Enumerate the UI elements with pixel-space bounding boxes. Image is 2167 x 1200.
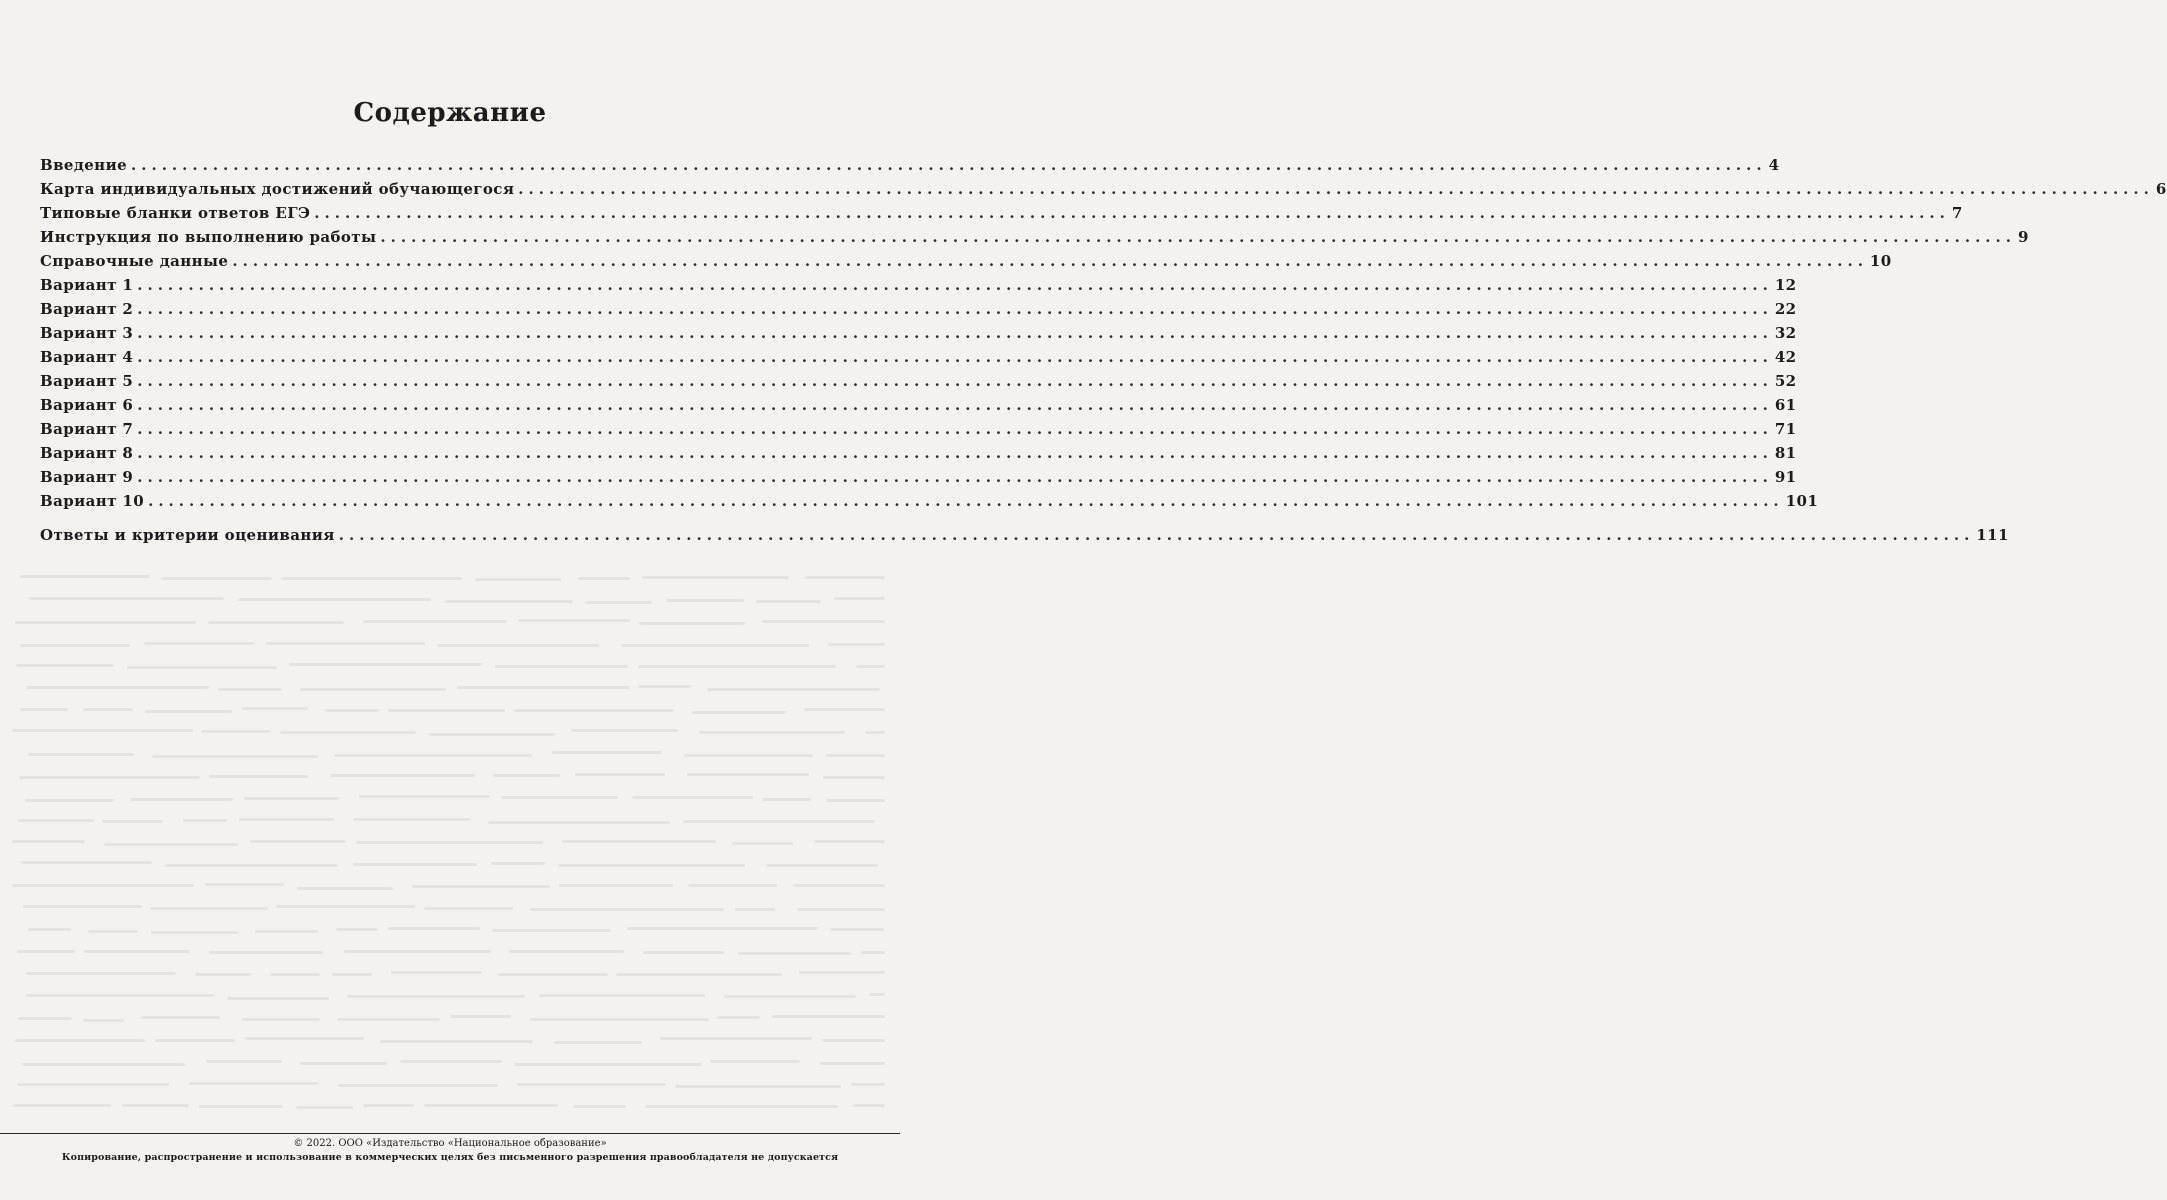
show-through-stroke	[380, 1040, 533, 1043]
show-through-stroke	[13, 1104, 111, 1107]
page-title: Содержание	[353, 98, 547, 128]
show-through-stroke	[28, 928, 71, 931]
show-through-stroke	[141, 1016, 221, 1019]
toc-entry-label: Вариант 2	[40, 300, 134, 318]
show-through-stroke	[820, 1062, 885, 1065]
show-through-stroke	[573, 1105, 626, 1108]
show-through-stroke	[400, 1060, 502, 1063]
toc-entry-page: 12	[1774, 276, 1797, 294]
show-through-stroke	[856, 665, 885, 668]
show-through-stroke	[28, 753, 135, 756]
show-through-stroke	[388, 709, 504, 712]
show-through-stroke	[155, 1039, 236, 1042]
toc-entry-page: 101	[1785, 492, 1819, 510]
toc-entry	[40, 156, 1780, 180]
show-through-stroke	[632, 796, 754, 799]
show-through-stroke	[826, 754, 885, 757]
show-through-stroke	[21, 861, 152, 864]
show-through-stroke	[23, 905, 142, 908]
show-through-stroke	[238, 598, 431, 601]
show-through-stroke	[266, 642, 425, 645]
show-through-stroke	[822, 1039, 885, 1042]
show-through-stroke	[692, 711, 786, 714]
show-through-stroke	[717, 1016, 760, 1019]
show-through-stroke	[660, 1037, 813, 1040]
show-through-stroke	[638, 665, 836, 668]
toc-entry-page: 32	[1774, 324, 1797, 342]
toc-entry-page: 52	[1774, 372, 1797, 390]
show-through-stroke	[244, 797, 339, 800]
toc-entry-page: 61	[1774, 396, 1797, 414]
show-through-stroke	[25, 799, 114, 802]
toc-entry	[40, 180, 2167, 204]
show-through-stroke	[865, 731, 885, 734]
show-through-stroke	[457, 686, 630, 689]
show-through-stroke	[497, 973, 608, 976]
show-through-stroke	[666, 599, 743, 602]
toc-entry	[40, 468, 1797, 492]
toc-entry	[40, 252, 1892, 276]
show-through-stroke	[150, 907, 268, 910]
show-through-stroke	[828, 643, 885, 646]
show-through-stroke	[16, 664, 113, 667]
toc-entry-label: Вариант 5	[40, 372, 134, 390]
show-through-stroke	[195, 973, 252, 976]
show-through-stroke	[145, 710, 232, 713]
show-through-stroke	[869, 993, 885, 996]
show-through-stroke	[756, 600, 821, 603]
show-through-stroke	[26, 972, 177, 975]
toc-entry-page: 71	[1774, 420, 1797, 438]
show-through-stroke	[562, 840, 715, 843]
show-through-stroke	[208, 621, 344, 624]
show-through-stroke	[683, 820, 874, 823]
show-through-stroke	[206, 1060, 283, 1063]
show-through-stroke	[218, 688, 283, 691]
toc-entry-label: Вариант 9	[40, 468, 134, 486]
show-through-stroke	[26, 994, 215, 997]
show-through-stroke	[12, 729, 193, 732]
show-through-stroke	[84, 950, 190, 953]
show-through-stroke	[144, 642, 254, 645]
show-through-stroke	[337, 1018, 440, 1021]
toc-entry-label: Вариант 10	[40, 492, 145, 510]
show-through-stroke	[205, 883, 284, 886]
toc-entry-page: 9	[2017, 228, 2029, 246]
toc-leader-dots: ................................................................................................................................................................	[137, 372, 1773, 390]
show-through-stroke	[12, 884, 194, 887]
show-through-stroke	[530, 1018, 709, 1021]
toc-entry	[40, 300, 1797, 324]
show-through-stroke	[356, 841, 543, 844]
show-through-stroke	[793, 884, 885, 887]
show-through-stroke	[724, 995, 856, 998]
show-through-stroke	[276, 905, 415, 908]
show-through-stroke	[645, 1105, 838, 1108]
show-through-stroke	[772, 1015, 885, 1018]
toc-entry-page: 7	[1951, 204, 1963, 222]
show-through-stroke	[732, 842, 793, 845]
show-through-stroke	[334, 754, 532, 757]
show-through-stroke	[250, 840, 346, 843]
show-through-stroke	[823, 776, 885, 779]
show-through-stroke	[518, 619, 630, 622]
show-through-stroke	[804, 708, 885, 711]
show-through-stroke	[300, 688, 446, 691]
show-through-stroke	[391, 971, 482, 974]
show-through-stroke	[280, 731, 416, 734]
show-through-stroke	[130, 798, 233, 801]
show-through-stroke	[688, 884, 777, 887]
show-through-stroke	[738, 952, 852, 955]
toc-entry-label: Вариант 4	[40, 348, 134, 366]
toc-leader-dots: ................................................................................................................................................................	[137, 468, 1773, 486]
show-through-stroke	[209, 775, 308, 778]
show-through-stroke	[559, 884, 673, 887]
show-through-stroke	[552, 751, 662, 754]
show-through-stroke	[412, 885, 550, 888]
show-through-stroke	[509, 950, 623, 953]
show-through-stroke	[437, 644, 600, 647]
show-through-stroke	[127, 666, 277, 669]
show-through-stroke	[239, 818, 334, 821]
show-through-stroke	[338, 1084, 498, 1087]
toc-entry-page: 22	[1774, 300, 1797, 318]
show-through-stroke	[814, 840, 885, 843]
toc-entry-label: Вариант 7	[40, 420, 134, 438]
show-through-stroke	[183, 819, 228, 822]
show-through-stroke	[578, 577, 630, 580]
toc-leader-dots: ................................................................................................................................................................	[232, 252, 1868, 270]
show-through-stroke	[165, 864, 337, 867]
show-through-stroke	[445, 600, 573, 603]
show-through-stroke	[834, 597, 885, 600]
toc-entry-label: Справочные данные	[40, 252, 229, 270]
show-through-stroke	[18, 1017, 72, 1020]
show-through-stroke	[861, 951, 885, 954]
show-through-stroke	[19, 776, 200, 779]
show-through-stroke	[475, 578, 561, 581]
show-through-stroke	[17, 1083, 170, 1086]
show-through-stroke	[151, 931, 239, 934]
show-through-stroke	[353, 863, 477, 866]
show-through-stroke	[501, 796, 619, 799]
show-through-stroke	[638, 685, 691, 688]
show-through-stroke	[699, 731, 845, 734]
show-through-stroke	[300, 1062, 387, 1065]
show-through-stroke	[122, 1104, 189, 1107]
show-through-stroke	[539, 994, 706, 997]
toc-entry	[40, 372, 1797, 396]
show-through-stroke	[199, 1105, 283, 1108]
toc-leader-dots: ................................................................................................................................................................	[137, 444, 1773, 462]
show-through-stroke	[424, 907, 513, 910]
show-through-stroke	[344, 950, 492, 953]
show-through-stroke	[488, 821, 670, 824]
show-through-stroke	[642, 576, 790, 579]
toc-entry-label: Ответы и критерии оценивания	[40, 526, 335, 544]
show-through-stroke	[332, 973, 372, 976]
show-through-stroke	[17, 950, 75, 953]
toc-leader-dots: ................................................................................................................................................................	[137, 276, 1773, 294]
toc-entry	[40, 444, 1797, 468]
table-of-contents	[40, 156, 2167, 550]
show-through-stroke	[325, 709, 379, 712]
show-through-stroke	[15, 621, 196, 624]
show-through-stroke	[766, 864, 878, 867]
show-through-stroke	[18, 819, 94, 822]
show-through-stroke	[735, 908, 775, 911]
show-through-stroke	[517, 1083, 667, 1086]
show-through-stroke	[289, 663, 482, 666]
show-through-stroke	[270, 973, 321, 976]
show-through-stroke	[616, 973, 782, 976]
show-through-stroke	[492, 929, 611, 932]
show-through-stroke	[558, 864, 746, 867]
toc-entry-label: Типовые бланки ответов ЕГЭ	[40, 204, 311, 222]
show-through-stroke	[363, 620, 507, 623]
show-through-stroke	[571, 729, 678, 732]
show-through-stroke	[707, 688, 880, 691]
show-through-stroke	[296, 1106, 353, 1109]
toc-leader-dots: ................................................................................................................................................................	[380, 228, 2016, 246]
toc-leader-dots: ................................................................................................................................................................	[137, 420, 1773, 438]
show-through-stroke	[851, 1083, 885, 1086]
show-through-stroke	[152, 755, 318, 758]
toc-entry-label: Вариант 8	[40, 444, 134, 462]
toc-entry-label: Вариант 1	[40, 276, 134, 294]
show-through-stroke	[687, 773, 809, 776]
toc-entry	[40, 420, 1797, 444]
show-through-stroke	[20, 644, 130, 647]
footer-divider	[0, 1133, 900, 1134]
show-through-stroke	[830, 928, 883, 931]
toc-entry	[40, 228, 2029, 252]
show-through-stroke	[762, 620, 885, 623]
show-through-stroke	[201, 730, 271, 733]
show-through-stroke	[88, 930, 138, 933]
show-through-stroke	[245, 1037, 364, 1040]
toc-entry-page: 10	[1869, 252, 1892, 270]
show-through-stroke	[12, 840, 86, 843]
toc-entry-page: 81	[1774, 444, 1797, 462]
toc-entry-label: Инструкция по выполнению работы	[40, 228, 377, 246]
show-through-stroke	[189, 1082, 319, 1085]
show-through-stroke	[83, 708, 133, 711]
toc-leader-dots: ................................................................................................................................................................	[137, 348, 1773, 366]
show-through-stroke	[493, 774, 560, 777]
show-through-stroke	[83, 1019, 124, 1022]
show-through-stroke	[161, 577, 272, 580]
show-through-stroke	[450, 1015, 511, 1018]
toc-entry	[40, 276, 1797, 300]
toc-entry	[40, 492, 1819, 516]
show-through-stroke	[797, 908, 885, 911]
show-through-stroke	[513, 709, 674, 712]
show-through-stroke	[585, 601, 652, 604]
show-through-stroke	[627, 927, 818, 930]
show-through-stroke	[281, 577, 462, 580]
toc-entry	[40, 526, 2009, 550]
show-through-stroke	[20, 708, 68, 711]
toc-entry-label: Введение	[40, 156, 128, 174]
show-through-stroke	[336, 928, 378, 931]
toc-entry-label: Карта индивидуальных достижений обучающегося	[40, 180, 515, 198]
show-through-stroke	[388, 927, 480, 930]
show-through-stroke	[297, 887, 392, 890]
toc-leader-dots: ................................................................................................................................................................	[137, 396, 1773, 414]
show-through-stroke	[353, 818, 472, 821]
show-through-stroke	[675, 1085, 841, 1088]
show-through-stroke	[359, 795, 490, 798]
show-through-stroke	[429, 733, 555, 736]
show-through-stroke	[20, 575, 150, 578]
toc-entry-label: Вариант 6	[40, 396, 134, 414]
footer-copyright: © 2022. ООО «Издательство «Национальное образование»	[293, 1138, 607, 1149]
show-through-stroke	[495, 665, 629, 668]
toc-entry-page: 6	[2155, 180, 2167, 198]
show-through-stroke	[514, 1063, 702, 1066]
show-through-stroke	[26, 686, 209, 689]
show-through-stroke	[209, 951, 323, 954]
show-through-stroke	[530, 908, 724, 911]
show-through-stroke	[575, 773, 665, 776]
show-through-stroke	[826, 799, 885, 802]
show-through-stroke	[491, 862, 545, 865]
show-through-stroke	[29, 597, 224, 600]
toc-entry-page: 91	[1774, 468, 1797, 486]
show-through-stroke	[22, 1063, 185, 1066]
show-through-stroke	[227, 997, 329, 1000]
toc-entry	[40, 348, 1797, 372]
show-through-stroke	[363, 1104, 414, 1107]
show-through-stroke	[554, 1041, 643, 1044]
toc-leader-dots: ................................................................................................................................................................	[338, 526, 1975, 544]
footer-notice: Копирование, распространение и использование в коммерческих целях без письменного разрешения правообладателя не допускается	[61, 1152, 839, 1163]
show-through-stroke	[710, 1060, 801, 1063]
toc-leader-dots: ................................................................................................................................................................	[518, 180, 2154, 198]
show-through-stroke	[242, 1018, 320, 1021]
toc-leader-dots: ................................................................................................................................................................	[131, 156, 1767, 174]
toc-entry	[40, 324, 1797, 348]
show-through-stroke	[330, 774, 475, 777]
show-through-stroke	[621, 644, 809, 647]
show-through-stroke	[242, 707, 308, 710]
show-through-stroke	[762, 798, 812, 801]
show-through-stroke	[805, 576, 885, 579]
show-through-stroke	[684, 754, 813, 757]
show-through-stroke	[853, 1104, 885, 1107]
show-through-stroke	[799, 971, 885, 974]
show-through-stroke	[255, 930, 318, 933]
show-through-stroke	[639, 622, 745, 625]
toc-leader-dots: ................................................................................................................................................................	[137, 324, 1773, 342]
toc-entry	[40, 204, 1963, 228]
toc-leader-dots: ................................................................................................................................................................	[148, 492, 1784, 510]
show-through-stroke	[347, 995, 526, 998]
show-through-stroke	[104, 843, 238, 846]
toc-entry-label: Вариант 3	[40, 324, 134, 342]
toc-leader-dots: ................................................................................................................................................................	[137, 300, 1773, 318]
toc-entry-page: 4	[1768, 156, 1780, 174]
show-through-stroke	[102, 820, 162, 823]
show-through-stroke	[643, 951, 724, 954]
show-through-stroke	[424, 1104, 558, 1107]
toc-entry-page: 111	[1976, 526, 2009, 544]
show-through-stroke	[15, 1039, 145, 1042]
toc-entry-page: 42	[1774, 348, 1797, 366]
toc-leader-dots: ................................................................................................................................................................	[314, 204, 1950, 222]
toc-entry	[40, 396, 1797, 420]
